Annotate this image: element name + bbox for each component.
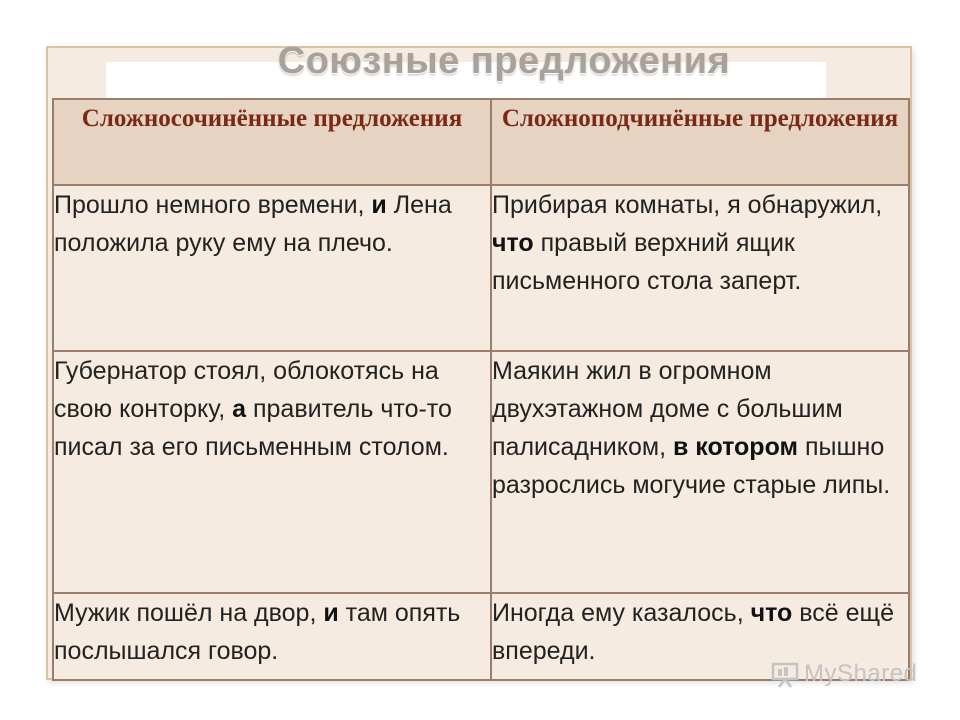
table-cell-left <box>53 593 491 680</box>
conjunction-highlight: а <box>232 395 247 423</box>
header-row <box>53 99 909 185</box>
sentence-text: правитель что-то писал за его письменным столом. <box>54 395 452 461</box>
conjunction-highlight: в котором <box>672 433 799 461</box>
sentence-text: всё ещё впереди. <box>492 599 894 665</box>
sentence-text: там опять послышался говор. <box>54 599 461 665</box>
conjunction-highlight: и <box>371 191 387 219</box>
table-cell-left <box>53 185 491 351</box>
sentence-text: правый верхний ящик письменного стола заперт. <box>492 229 802 295</box>
sentence-text: Прибирая комнаты, я обнаружил, <box>492 191 883 219</box>
column-header-compound: Сложносочинённые предложения <box>53 99 491 185</box>
sentence-text: Иногда ему казалось, <box>492 599 751 627</box>
table-row <box>53 351 909 593</box>
table-cell-left <box>53 351 491 593</box>
sentence-text: Маякин жил в огромном двухэтажном доме с большим палисадником, <box>492 357 843 461</box>
sentence-text: Лена положила руку ему на плечо. <box>54 191 452 257</box>
conjunction-highlight: что <box>492 229 534 257</box>
table-cell-right <box>491 185 909 351</box>
sentence-text: Мужик пошёл на двор, <box>54 599 324 627</box>
comparison-table <box>52 98 910 681</box>
sentence-text: Прошло немного времени, <box>54 191 372 219</box>
column-header-complex: Сложноподчинённые предложения <box>491 99 909 185</box>
conjunction-highlight: что <box>750 599 793 627</box>
table-row <box>53 185 909 351</box>
watermark <box>770 660 917 688</box>
sentence-text: Губернатор стоял, облокотясь на свою конторку, <box>54 357 439 423</box>
table-cell-right <box>491 351 909 593</box>
sentence-text: пышно разрослись могучие старые липы. <box>492 433 891 499</box>
watermark-text: MyShared <box>804 660 918 687</box>
presentation-icon <box>770 660 800 688</box>
slide-title: Союзные предложения <box>277 40 731 82</box>
conjunction-highlight: и <box>323 599 339 627</box>
